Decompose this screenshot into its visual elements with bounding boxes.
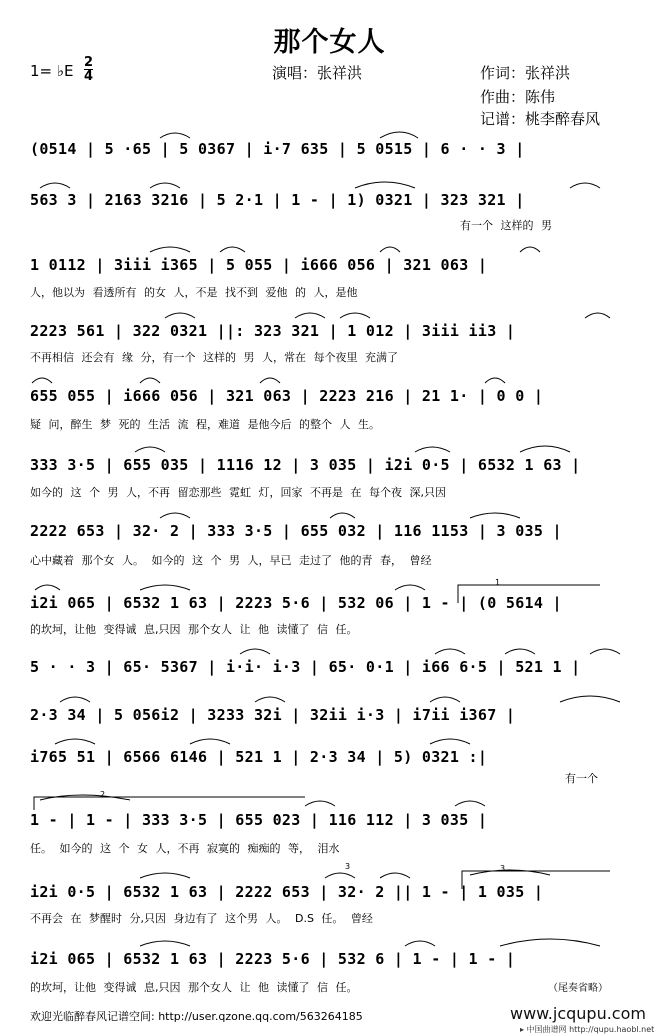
- notation-line: 333 3·5 | 655 035 | 1116 12 | 3 035 | i2i 0·5 | 6532 1 63 |: [30, 456, 581, 474]
- slur-mark: [590, 649, 620, 654]
- slur-mark: [355, 182, 415, 188]
- notation-line: 5 · · 3 | 65· 5367 | i·i· i·3 | 65· 0·1 | i66 6·5 | 521 1 |: [30, 658, 581, 676]
- lyrics-line: 疑 问，醉生 梦 死的 生活 流 程，难道 是他今后 的整个 人 生。: [30, 418, 380, 431]
- lyricist-credit: 作词：张祥洪: [480, 64, 571, 82]
- slur-mark: [560, 696, 620, 702]
- slur-mark: [305, 801, 335, 806]
- slur-mark: [485, 378, 505, 383]
- slur-mark: [35, 585, 60, 590]
- composer-credit: 作曲：陈伟: [480, 88, 556, 106]
- triplet-label: 3: [345, 862, 351, 871]
- lyrics-line: 有一个 这样的 男: [460, 219, 552, 232]
- lyrics-line: 人，他以为 看透所有 的女 人，不是 找不到 爱他 的 人，是他: [30, 286, 358, 299]
- slur-mark: [435, 649, 465, 654]
- time-signature-bottom: 4: [84, 69, 94, 84]
- volta-bracket: [34, 797, 305, 810]
- slur-mark: [505, 649, 535, 654]
- notation-line: 2222 653 | 32· 2 | 333 3·5 | 655 032 | 116 1153 | 3 035 |: [30, 522, 562, 540]
- slur-mark: [190, 739, 230, 744]
- slur-mark: [140, 941, 190, 946]
- notation-line: i765 51 | 6566 6146 | 521 1 | 2·3 34 | 5) 0321 :|: [30, 748, 488, 766]
- slur-mark: [165, 313, 195, 318]
- tail-omitted-note: （尾奏省略）: [548, 983, 608, 994]
- notation-line: 563 3 | 2163 3216 | 5 2·1 | 1 - | 1) 0321 | 323 321 |: [30, 191, 525, 209]
- slur-mark: [570, 183, 600, 188]
- slur-mark: [325, 873, 355, 878]
- lyrics-line: 的坎坷，让他 变得诚 息,只因 那个女人 让 他 读懂了 信 任。: [30, 981, 358, 994]
- slur-mark: [470, 513, 520, 518]
- slur-mark: [380, 247, 400, 252]
- slur-mark: [340, 313, 370, 318]
- slur-mark: [220, 247, 245, 252]
- slur-mark: [150, 247, 190, 252]
- slur-mark: [405, 941, 435, 946]
- footer-link-text: 欢迎光临醉春风记谱空间: http://user.qzone.qq.com/563264185: [30, 1010, 363, 1023]
- slur-mark: [455, 801, 485, 806]
- lyrics-line: 不再相信 还会有 缘 分，有一个 这样的 男 人，常在 每个夜里 充满了: [30, 351, 398, 364]
- notation-line: i2i 065 | 6532 1 63 | 2223 5·6 | 532 6 | 1 - | 1 - |: [30, 950, 516, 968]
- slur-mark: [260, 378, 280, 383]
- notation-line: i2i 065 | 6532 1 63 | 2223 5·6 | 532 06 | 1 - | (0 5614 |: [30, 594, 562, 612]
- slur-mark: [60, 697, 90, 702]
- lyrics-line: 有一个: [565, 772, 598, 785]
- notation-line: i2i 0·5 | 6532 1 63 | 2222 653 | 32· 2 || 1 - | 1 035 |: [30, 883, 544, 901]
- song-title: 那个女人: [273, 27, 386, 58]
- volta-bracket: [458, 585, 600, 603]
- volta-2-label: 2: [100, 790, 106, 799]
- lyrics-line: 的坎坷，让他 变得诚 息,只因 那个女人 让 他 读懂了 信 任。: [30, 623, 358, 636]
- site-watermark: www.jcqupu.com: [510, 1004, 646, 1023]
- volta-bracket: [462, 871, 610, 889]
- slur-mark: [135, 447, 165, 452]
- notation-line: 1 - | 1 - | 333 3·5 | 655 023 | 116 112 | 3 035 |: [30, 811, 488, 829]
- slur-mark: [330, 513, 355, 518]
- time-signature-top: 2: [84, 55, 94, 70]
- slur-mark: [160, 513, 190, 518]
- transcriber-credit: 记谱：桃李醉春风: [480, 110, 601, 128]
- slur-mark: [500, 939, 600, 946]
- slur-mark: [520, 446, 570, 452]
- notation-line: 2223 561 | 322 0321 ||: 323 321 | 1 012 | 3iii ii3 |: [30, 322, 516, 340]
- slur-mark: [160, 133, 190, 138]
- notation-line: 655 055 | i666 056 | 321 063 | 2223 216 | 21 1· | 0 0 |: [30, 387, 544, 405]
- slur-mark: [55, 739, 95, 744]
- slur-mark: [380, 132, 418, 138]
- volta-1-label: 1: [495, 578, 501, 587]
- lyrics-line: 心中藏着 那个女 人。 如今的 这 个 男 人，早已 走过了 他的青 春， 曾经: [30, 554, 432, 567]
- slur-mark: [140, 378, 160, 383]
- key-signature: 1= ♭E: [30, 62, 74, 80]
- singer-credit: 演唱：张祥洪: [272, 64, 363, 82]
- slur-mark: [585, 313, 610, 318]
- lyrics-line: 如今的 这 个 男 人，不再 留恋那些 霓虹 灯，回家 不再是 在 每个夜 深,只因: [30, 486, 446, 499]
- slur-mark: [240, 649, 270, 654]
- site-watermark-sub: ▸ 中国曲谱网 http://qupu.haobl.net: [520, 1025, 655, 1034]
- volta-3-label: 3: [500, 864, 506, 873]
- notation-line: 1 0112 | 3iii i365 | 5 055 | i666 056 | 321 063 |: [30, 256, 488, 274]
- lyrics-line: 不再会 在 梦醒时 分,只因 身边有了 这个男 人。 D.S 任。 曾经: [30, 912, 373, 925]
- slur-mark: [295, 313, 325, 318]
- slur-mark: [430, 739, 470, 744]
- notation-line: (0514 | 5 ·65 | 5 0367 | i·7 635 | 5 0515 | 6 · · 3 |: [30, 140, 525, 158]
- lyrics-line: 任。 如今的 这 个 女 人，不再 寂寞的 痴痴的 等， 泪水: [30, 842, 340, 855]
- slur-mark: [255, 697, 285, 702]
- slur-mark: [140, 585, 190, 590]
- notation-line: 2·3 34 | 5 056i2 | 3233 32i | 32ii i·3 | i7ii i367 |: [30, 706, 516, 724]
- slur-mark: [395, 585, 425, 590]
- slur-mark: [415, 447, 450, 452]
- slur-mark: [520, 247, 540, 252]
- slur-mark: [140, 873, 190, 878]
- slur-mark: [380, 873, 410, 878]
- slur-mark: [150, 183, 180, 188]
- slur-mark: [32, 378, 52, 383]
- slur-mark: [430, 697, 460, 702]
- slur-mark: [40, 183, 70, 188]
